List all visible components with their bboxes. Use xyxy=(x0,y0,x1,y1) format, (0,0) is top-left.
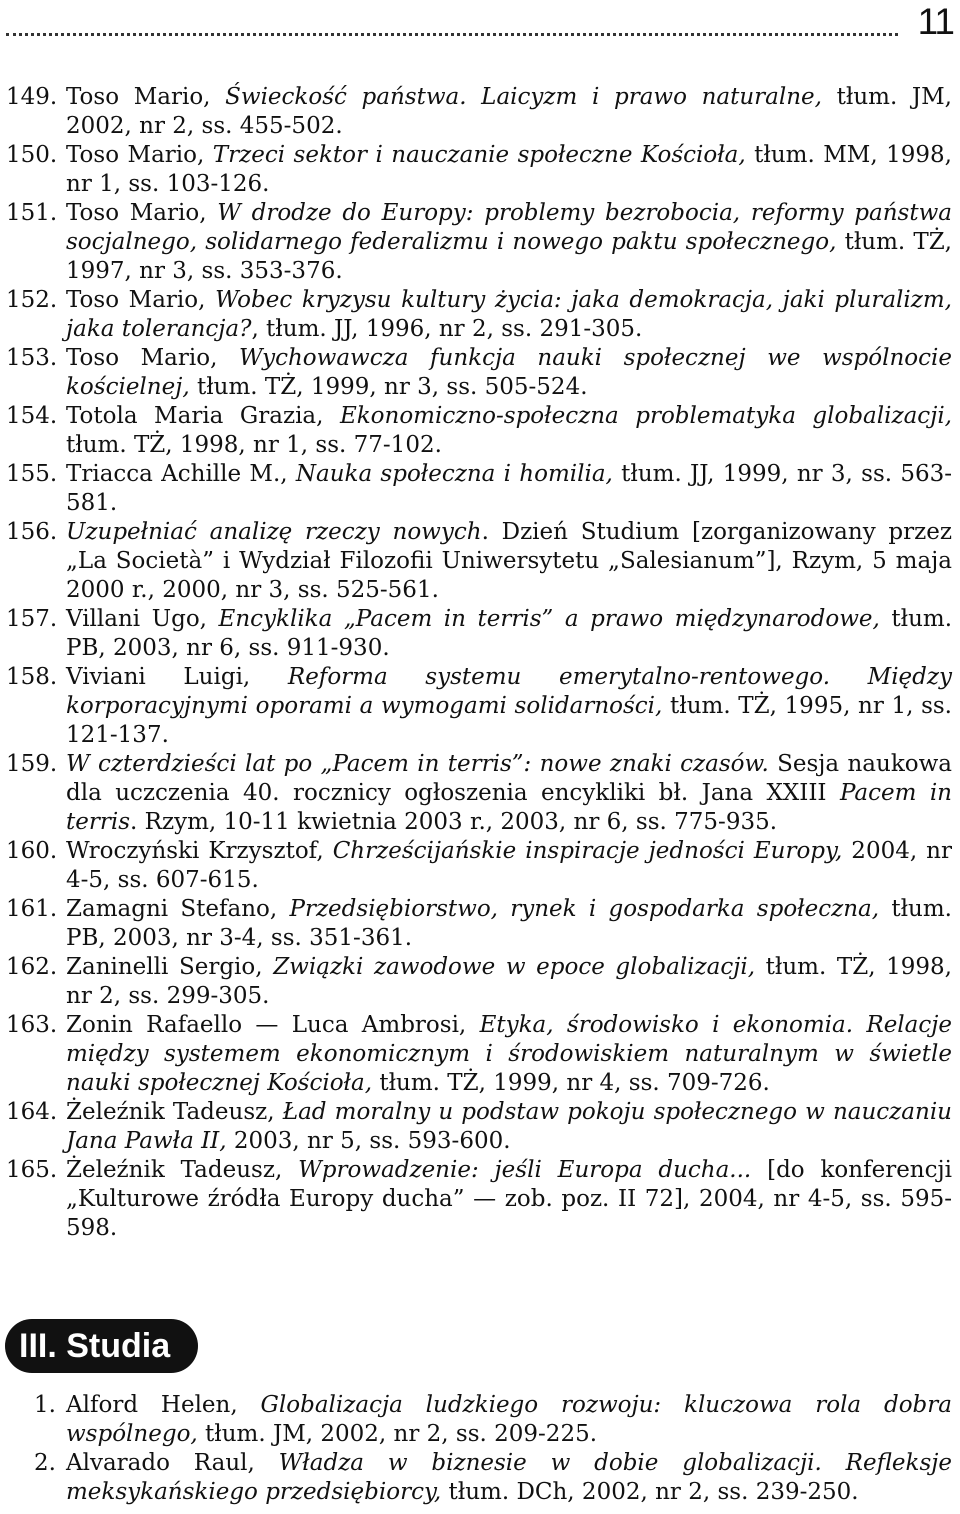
entry-text: tłum. DCh, 2002, nr 2, ss. 239-250. xyxy=(441,1479,859,1505)
entry-text: Sesja naukowa dla uczczenia 40. rocznicy ogłoszenia encykliki bł. Jana XXIII xyxy=(66,751,952,806)
entry-text: Zaninelli Sergio, xyxy=(66,954,274,980)
entry-text: . Dzień Studium [zorganizowany przez „La Società” i Wydział Filozofii Uniwersytetu „Salesianum”], Rzym, 5 maja 2000 r., 2000, nr 3, ss. 525-561. xyxy=(66,519,953,603)
bibliography-entry xyxy=(0,344,960,402)
bibliography-entry xyxy=(0,83,960,141)
entry-text: . Rzym, 10-11 kwietnia 2003 r., 2003, nr 6, ss. 775-935. xyxy=(130,809,778,835)
bibliography-entry xyxy=(0,1098,960,1156)
entry-number: 156. xyxy=(6,519,58,545)
bibliography-entry xyxy=(0,199,960,286)
entry-text: tłum. PB, 2003, nr 6, ss. 911-930. xyxy=(66,606,953,661)
bibliography-entry xyxy=(0,1156,960,1243)
entry-number: 157. xyxy=(6,606,58,632)
entry-number: 165. xyxy=(6,1157,58,1183)
entry-title: Wobec kryzysu kultury życia: jaka demokracja, jaki pluralizm, jaka tolerancja? xyxy=(66,287,952,342)
entry-text: Toso Mario, xyxy=(66,142,213,168)
entry-text: tłum. TŻ, 1997, nr 3, ss. 353-376. xyxy=(66,229,952,284)
entry-title: Encyklika „Pacem in terris” a prawo międzynarodowe, xyxy=(218,606,880,632)
entry-text: Zamagni Stefano, xyxy=(66,896,290,922)
entry-number: 155. xyxy=(6,461,58,487)
bibliography-entry xyxy=(0,518,960,605)
entry-number: 162. xyxy=(6,954,58,980)
entry-number: 160. xyxy=(6,838,58,864)
entry-text: Toso Mario, xyxy=(66,345,239,371)
entry-text: 2004, nr 4-5, ss. 607-615. xyxy=(66,838,952,893)
entry-text: 2003, nr 5, ss. 593-600. xyxy=(226,1128,511,1154)
entry-text: Viviani Luigi, xyxy=(66,664,288,690)
entry-title: Etyka, środowisko i ekonomia. Relacje między systemem ekonomicznym i środowiskiem naturalnym w świetle nauki społecznej Kościoła, xyxy=(66,1012,952,1096)
entry-text: Żeleźnik Tadeusz, xyxy=(66,1157,299,1183)
entry-text: Toso Mario, xyxy=(66,287,216,313)
page-header xyxy=(0,0,960,44)
entry-title: Uzupełniać analizę rzeczy nowych xyxy=(66,519,482,545)
entry-title: Trzeci sektor i nauczanie społeczne Kościoła, xyxy=(212,142,746,168)
section-heading: III. Studia xyxy=(5,1319,198,1373)
bibliography-list xyxy=(0,83,960,1243)
entry-number: 1. xyxy=(34,1392,56,1418)
entry-title: Wprowadzenie: jeśli Europa ducha... xyxy=(298,1157,752,1183)
entry-number: 149. xyxy=(6,84,58,110)
entry-title: Nauka społeczna i homilia, xyxy=(295,461,613,487)
entry-text: Zonin Rafaello — Luca Ambrosi, xyxy=(66,1012,480,1038)
bibliography-entry xyxy=(0,1449,960,1507)
entry-text: Triacca Achille M., xyxy=(66,461,296,487)
entry-number: 161. xyxy=(6,896,58,922)
bibliography-entry xyxy=(0,1011,960,1098)
entry-text: tłum. TŻ, 1999, nr 3, ss. 505-524. xyxy=(189,374,588,400)
entry-text: tłum. JM, 2002, nr 2, ss. 455-502. xyxy=(66,84,952,139)
entry-text: tłum. MM, 1998, nr 1, ss. 103-126. xyxy=(66,142,952,197)
entry-title: Wychowawcza funkcja nauki społecznej we wspólnocie kościelnej, xyxy=(66,345,952,400)
entry-text: tłum. TŻ, 1998, nr 2, ss. 299-305. xyxy=(66,954,952,1009)
entry-text: Żeleźnik Tadeusz, xyxy=(66,1099,283,1125)
entry-text: [do konferencji „Kulturowe źródła Europy ducha” — zob. poz. II 72], 2004, nr 4-5, ss. 595-598. xyxy=(66,1157,952,1241)
entry-text: Wroczyński Krzysztof, xyxy=(66,838,333,864)
entry-number: 153. xyxy=(6,345,58,371)
entry-title: Przedsiębiorstwo, rynek i gospodarka społeczna, xyxy=(289,896,880,922)
entry-number: 154. xyxy=(6,403,58,429)
bibliography-entry xyxy=(0,953,960,1011)
bibliography-entry xyxy=(0,1391,960,1449)
entry-number: 2. xyxy=(34,1450,56,1476)
studies-list xyxy=(0,1391,960,1507)
entry-title: Pacem in terris xyxy=(66,780,952,835)
entry-title: W drodze do Europy: problemy bezrobocia, reformy państwa socjalnego, solidarnego federalizmu i nowego paktu społecznego, xyxy=(66,200,952,255)
entry-title: Związki zawodowe w epoce globalizacji, xyxy=(273,954,756,980)
bibliography-entry xyxy=(0,750,960,837)
entry-text: tłum. PB, 2003, nr 3-4, ss. 351-361. xyxy=(66,896,952,951)
entry-number: 163. xyxy=(6,1012,58,1038)
bibliography-entry xyxy=(0,141,960,199)
entry-number: 150. xyxy=(6,142,58,168)
bibliography-entry xyxy=(0,663,960,750)
bibliography-entry xyxy=(0,837,960,895)
entry-number: 158. xyxy=(6,664,58,690)
entry-title: Chrześcijańskie inspiracje jedności Europy, xyxy=(332,838,843,864)
entry-text: tłum. TŻ, 1999, nr 4, ss. 709-726. xyxy=(372,1070,770,1096)
entry-text: Toso Mario, xyxy=(66,84,226,110)
entry-number: 151. xyxy=(6,200,58,226)
entry-title: Ład moralny u podstaw pokoju społecznego w nauczaniu Jana Pawła II, xyxy=(66,1099,952,1154)
entry-text: tłum. JJ, 1999, nr 3, ss. 563-581. xyxy=(66,461,953,516)
bibliography-entry xyxy=(0,605,960,663)
entry-title: W czterdzieści lat po „Pacem in terris”: nowe znaki czasów. xyxy=(66,751,769,777)
entry-number: 152. xyxy=(6,287,58,313)
entry-text: tłum. JM, 2002, nr 2, ss. 209-225. xyxy=(197,1421,598,1447)
entry-text: Alford Helen, xyxy=(66,1392,261,1418)
entry-title: Globalizacja ludzkiego rozwoju: kluczowa rola dobra wspólnego, xyxy=(66,1392,952,1447)
entry-text: Villani Ugo, xyxy=(66,606,219,632)
bibliography-entry xyxy=(0,286,960,344)
entry-title: Ekonomiczno-społeczna problematyka globalizacji, xyxy=(339,403,952,429)
entry-title: Świeckość państwa. Laicyzm i prawo naturalne, xyxy=(225,84,822,110)
page-number: 11 xyxy=(917,1,954,42)
entry-number: 159. xyxy=(6,751,58,777)
entry-text: tłum. TŻ, 1995, nr 1, ss. 121-137. xyxy=(66,693,952,748)
bibliography-entry xyxy=(0,895,960,953)
entry-text: tłum. TŻ, 1998, nr 1, ss. 77-102. xyxy=(66,432,442,458)
entry-title: Władza w biznesie w dobie globalizacji. Refleksje meksykańskiego przedsiębiorcy, xyxy=(66,1450,952,1505)
dotted-leader-line xyxy=(6,33,898,36)
entry-text: Toso Mario, xyxy=(66,200,218,226)
entry-number: 164. xyxy=(6,1099,58,1125)
entry-title: Reforma systemu emerytalno-rentowego. Między korporacyjnymi oporami a wymogami solidarności, xyxy=(66,664,953,719)
entry-text: , tłum. JJ, 1996, nr 2, ss. 291-305. xyxy=(251,316,643,342)
entry-text: Alvarado Raul, xyxy=(66,1450,279,1476)
bibliography-entry xyxy=(0,402,960,460)
entry-text: Totola Maria Grazia, xyxy=(66,403,340,429)
bibliography-entry xyxy=(0,460,960,518)
